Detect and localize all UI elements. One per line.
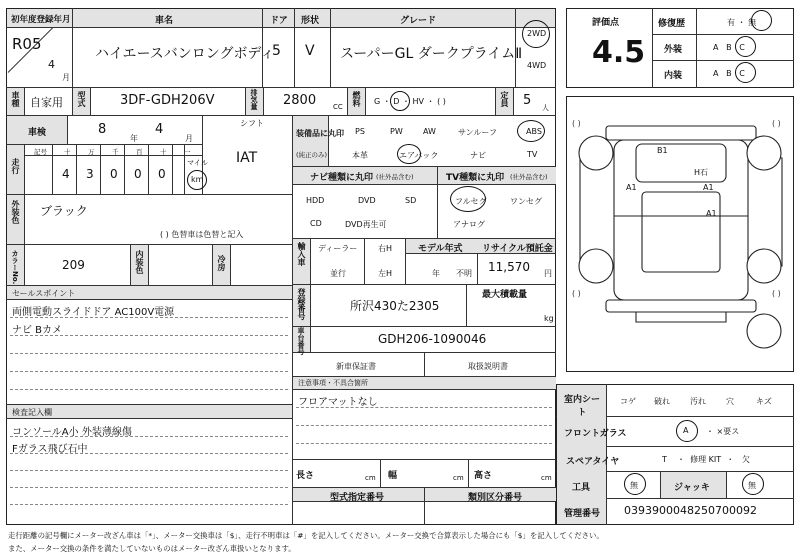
seat-option: 穴 [726, 397, 734, 406]
color-no: 209 [62, 258, 85, 272]
score-value: 4.5 [592, 35, 646, 70]
import-dealer: ディーラー [318, 244, 358, 253]
interior-label: 内装 [664, 71, 683, 81]
inspection-month: 4 [155, 122, 164, 137]
svg-text:( ): ( ) [772, 289, 781, 298]
interior-options: A B C [713, 69, 745, 78]
interior-color-label: 内装色 [135, 250, 144, 274]
navi-option: CD [310, 219, 322, 228]
color-label: 外装色 [11, 200, 20, 224]
exterior-b-circle [735, 36, 756, 57]
navi-sub: (社外品含む) [376, 173, 414, 181]
tool-label: 工具 [572, 483, 591, 493]
reg-era: R05 [12, 35, 42, 53]
notes-label: 注意事項・不具合箇所 [298, 379, 368, 387]
max-load-unit: kg [544, 314, 554, 323]
import-left: 左H [378, 269, 393, 278]
fuel-label: 燃料 [352, 91, 361, 107]
color-note: ( ) 色替車は色替と記入 [160, 230, 244, 239]
import-parallel: 並行 [330, 269, 346, 278]
import-right: 右H [378, 244, 393, 253]
type-number-label: 型式指定番号 [330, 493, 385, 503]
sheet-main [6, 8, 556, 525]
length-label: 長さ [296, 471, 315, 481]
fullseg-circle [450, 186, 486, 212]
odometer-digit: 3 [86, 167, 94, 181]
tool-value: 無 [630, 481, 638, 490]
seat-option: コゲ [620, 397, 636, 406]
model-year-unknown: 不明 [456, 269, 472, 278]
model-year-unit: 年 [432, 269, 440, 278]
exterior-options: A B C [713, 43, 745, 52]
tv-option: フルセグ [455, 197, 487, 206]
drive-2wd: 2WD [527, 29, 547, 38]
equip-item: ナビ [470, 151, 486, 160]
equip-item: AW [423, 127, 436, 136]
tv-option: アナログ [453, 220, 485, 229]
grade-value: スーパーGL ダークプライムⅡ [340, 46, 523, 62]
tv-sub: (社外品含む) [510, 173, 548, 181]
tv-option: ワンセグ [510, 197, 542, 206]
reg-number: 所沢430た2305 [350, 299, 440, 313]
ac-label: 冷房 [217, 255, 226, 271]
equip-item: サンルーフ [458, 128, 497, 137]
tv-label: TV種類に丸印 [446, 173, 505, 183]
navi-option: DVD再生可 [345, 220, 387, 229]
sales-line-2: ナビ Bカメ [12, 325, 63, 336]
use-value: 自家用 [30, 96, 63, 109]
door-label: ドア [270, 16, 288, 26]
capacity-unit: 人 [542, 104, 549, 112]
length-unit: cm [365, 474, 376, 482]
manual-label: 取扱説明書 [468, 362, 508, 371]
odometer-unit: 万 [88, 148, 95, 156]
jack-value: 無 [748, 481, 756, 490]
odometer-digit: 0 [134, 167, 142, 181]
recycle-label: リサイクル預託金 [482, 244, 553, 254]
odometer-digit: 0 [110, 167, 118, 181]
equip-item: PW [390, 127, 403, 136]
interior-b-circle [735, 62, 756, 83]
disp-unit: CC [333, 103, 343, 111]
model-value: 3DF-GDH206V [120, 93, 215, 108]
seat-option: 汚れ [690, 397, 706, 406]
disp-value: 2800 [283, 93, 317, 108]
shape-value: V [305, 43, 315, 59]
sales-point-label: セールスポイント [12, 289, 76, 298]
glass-options: ・ ×要ス [706, 427, 740, 436]
navi-option: DVD [358, 196, 376, 205]
inspection-notes-label: 検査記入欄 [12, 408, 52, 417]
odometer-unit: 千 [112, 148, 119, 156]
recycle-value: 11,570 [488, 260, 530, 274]
spare-options: T ・ 修理 KIT ・ 欠 [662, 455, 750, 464]
model-label: 型式 [77, 91, 86, 107]
first-reg-label: 初年度登録年月 [11, 15, 71, 25]
disp-label: 排気量 [250, 89, 258, 110]
equip-item: PS [355, 127, 365, 136]
diagram-a1-mid: A1 [706, 209, 717, 218]
navi-option: SD [405, 196, 417, 205]
seat-option: キズ [756, 397, 772, 406]
fuel-d-circle [390, 91, 410, 111]
diagram-b1: B1 [657, 146, 668, 155]
inspection-month-unit: 月 [185, 134, 193, 143]
glass-label: フロントガラス [564, 429, 627, 439]
capacity-label: 定員 [500, 91, 509, 107]
airbag-circle [397, 144, 421, 164]
repair-none-circle [751, 10, 772, 31]
car-name: ハイエースバンロングボディ [95, 46, 275, 62]
diagram-hstone: H石 [694, 168, 709, 177]
equip-item: エアバック [399, 151, 439, 160]
grade-label: グレード [400, 16, 437, 26]
odometer-digit: 0 [158, 167, 166, 181]
seat-option: 破れ [654, 397, 670, 406]
odometer-unit: 十 [64, 148, 71, 156]
odometer-unit: 十 [160, 148, 167, 156]
svg-text:( ): ( ) [572, 119, 581, 128]
repair-label: 修復歴 [658, 19, 686, 29]
sales-line-1: 両側電動スライドドア AC100V電源 [12, 307, 175, 318]
inspection-year: 8 [98, 122, 107, 137]
footer-line-1: 走行距離の記号欄にメーター改ざん車は「*」、メーター交換車は「$」、走行不明車は「#」を記入してください。メーター交換で合算表示した場合にも「$」を記入してください。 [8, 531, 604, 540]
fuel-options: G ・ D ・ HV ・ ( ) [374, 97, 446, 106]
odometer-mile: マイル [187, 159, 208, 167]
shift-value: IAT [236, 150, 258, 166]
footer-line-2: また、メーター交換の条件を満たしていないものはメーター改ざん車扱いとなります。 [8, 544, 296, 553]
warranty-label: 新車保証書 [336, 362, 376, 371]
mgmt-label: 管理番号 [564, 509, 601, 519]
navi-label: ナビ種類に丸印 [310, 173, 374, 183]
diagram-a1-right: A1 [703, 183, 714, 192]
exterior-label: 外装 [664, 45, 683, 55]
reg-month-unit: 月 [62, 73, 70, 82]
frame-label: 車台番号 [297, 327, 305, 355]
width-unit: cm [453, 474, 464, 482]
model-year-label: モデル年式 [418, 244, 463, 254]
odometer-km: km [191, 175, 204, 184]
odometer-unit: 百 [136, 148, 143, 156]
mgmt-number: 0393900048250700092 [624, 504, 757, 517]
navi-option: HDD [306, 196, 325, 205]
shape-label: 形状 [301, 16, 320, 26]
car-outline-icon [566, 96, 794, 372]
import-label: 輸入車 [297, 242, 306, 266]
equip-label: 装備品に丸印 [296, 129, 344, 138]
odometer-label: 走行 [11, 158, 20, 174]
odometer-unit: 記号 [34, 148, 47, 156]
svg-text:( ): ( ) [772, 119, 781, 128]
height-label: 高さ [474, 471, 493, 481]
width-label: 幅 [388, 471, 398, 481]
use-label: 車種 [11, 91, 20, 107]
car-name-label: 車名 [155, 16, 174, 26]
color-value: ブラック [40, 204, 88, 218]
height-unit: cm [541, 474, 552, 482]
glass-value: A [683, 426, 689, 435]
score-label: 評価点 [592, 18, 620, 28]
drive-4wd: 4WD [527, 61, 547, 70]
capacity-value: 5 [523, 93, 532, 108]
diagram-a1-left: A1 [626, 183, 637, 192]
equip-item: TV [527, 150, 538, 159]
spare-label: スペアタイヤ [566, 457, 620, 467]
max-load-label: 最大積載量 [482, 290, 528, 300]
notes-line-1: フロアマットなし [298, 397, 378, 408]
shift-label: シフト [240, 119, 264, 128]
odometer-digit: 4 [62, 167, 70, 181]
class-number-label: 類別区分番号 [468, 493, 523, 503]
seat-label: 室内シート [564, 395, 601, 418]
reg-month: 4 [48, 58, 55, 71]
inspection-line-2: Fガラス飛び石中 [12, 444, 88, 455]
color-no-label: カラーNo. [11, 250, 19, 285]
equip-sub: (純正のみ) [296, 151, 328, 159]
inspection-label: 車検 [28, 128, 47, 138]
inspection-year-unit: 年 [130, 134, 138, 143]
recycle-unit: 円 [544, 269, 552, 278]
repair-options: 有 ・ 無 [727, 18, 757, 27]
svg-text:( ): ( ) [572, 289, 581, 298]
frame-number: GDH206-1090046 [378, 332, 487, 346]
equip-item: 本革 [352, 151, 368, 160]
jack-label: ジャッキ [674, 483, 710, 493]
reg-number-label: 登録番号 [297, 288, 306, 320]
abs-circle [517, 120, 545, 142]
equip-item: ABS [526, 127, 542, 136]
door-count: 5 [272, 43, 281, 59]
odometer-unit: 一 [184, 148, 191, 156]
inspection-line-1: コンソールA小 外装薄線傷 [12, 427, 132, 438]
